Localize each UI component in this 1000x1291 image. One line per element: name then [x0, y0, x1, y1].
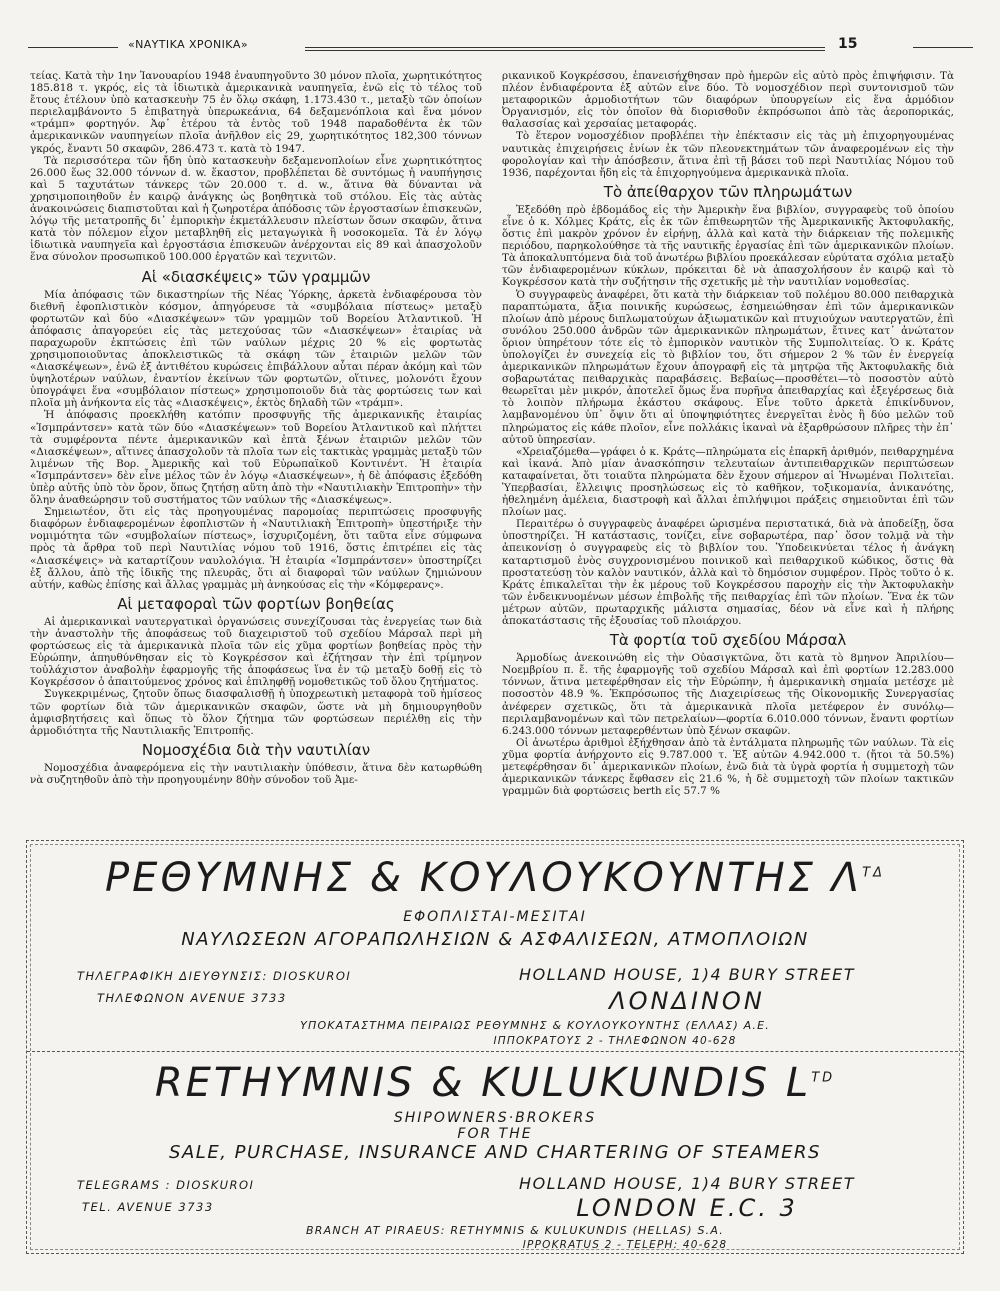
paragraph: Νομοσχέδια ἀναφερόμενα εἰς τὴν ναυτιλιακὴν ὑπόθεσιν, ἅτινα δὲν κατωρθώθη νὰ συζητηθοῦν ἀπὸ τὴν προηγουμένην 80ὴν σύνοδον τοῦ Ἀμε- [30, 761, 482, 786]
running-header [28, 36, 972, 66]
branch-english: BRANCH AT PIRAEUS: RETHYMNIS & KULUKUNDIS (HELLAS) S.A. [306, 1224, 724, 1237]
city-english: LONDON E.C. 3 [576, 1194, 798, 1222]
journal-title: «ΝΑΥΤΙΚΑ ΧΡΟΝΙΚΑ» [128, 38, 248, 51]
telegrams-english: TELEGRAMS : DIOSKUROI [77, 1178, 255, 1192]
paragraph: Ἡ ἀπόφασις προεκλήθη κατόπιν προσφυγῆς τῆς ἀμερικανικῆς ἑταιρίας «Ἰσμπράντσεν» κατὰ τῶν δύο «Διασκέψεων» τοῦ Βορείου Ἀτλαντικοῦ καὶ πλήττει τὰ συμφέροντα πέντε ἀμερικανικῶν καὶ ἑπτὰ ξένων ἑταιριῶν μελῶν τῶν «Διασκέψεων», αἵτινες ἀπασχολοῦν τὰ πλοῖα των εἰς τακτικὰς γραμμὰς μεταξὺ τῶν λιμένων τῆς Βορ. Ἀμερικῆς καὶ τοῦ Εὐρωπαϊκοῦ Κοντινέντ. Ἡ ἑταιρία «Ἰσμπράντσεν» δὲν εἶνε μέλος τῶν ἐν λόγῳ «Διασκέψεων», ἡ δὲ ἀπόφασις ἐξεδόθη ὑπὲρ αὐτῆς ὑπὸ τὸν ὅρον, ὅπως ζητήσῃ αὕτη ἀπὸ τὴν «Ναυτιλιακὴν Ἐπιτροπὴν» τὴν ὅλην ἀναθεώρησιν τοῦ συστήματος τῶν ναύλων τῆς «Διασκέψεως». [30, 409, 482, 507]
advertisement-english [27, 1051, 963, 1254]
firm-name-greek: ΡΕΘΥΜΝΗΣ & ΚΟΥΛΟΥΚΟΥΝΤΗΣ $\Lambda^{T\Delta}$ [105, 855, 885, 901]
paragraph: ρικανικοῦ Κογκρέσσου, ἐπανεισήχθησαν πρὸ ἡμερῶν εἰς αὐτὸ πρὸς ἐπιψήφισιν. Τὰ πλέον ἐνδιαφέροντα ἐξ αὐτῶν εἶνε δύο. Τὸ νομοσχέδιον περὶ συντονισμοῦ τῶν μεταφορικῶν ἁρμοδιοτήτων τῶν διαφόρων ὑπουργείων εἰς ἕνα ἁρμόδιον Ὀργανισμόν, εἰς τὸν ὁποῖον θὰ διορισθοῦν ἐκπρόσωποι ἀπὸ τὰς ἀεροπορικάς, θαλασσίας καὶ χερσαίας μεταφοράς. [502, 70, 954, 131]
header-rule-right [913, 47, 973, 48]
advertisement-box [26, 840, 964, 1254]
business-type-greek: ΕΦΟΠΛΙΣΤΑΙ-ΜΕΣΙΤΑΙ [403, 909, 587, 925]
paragraph: Οἱ ἀνωτέρω ἀριθμοὶ ἐξήχθησαν ἀπὸ τὰ ἐντάλματα πληρωμῆς τῶν ναύλων. Τὰ εἰς χῦμα φορτία ἀνήρχοντο εἰς 9.787.000 τ. Ἐξ αὐτῶν 4.942.000 τ. (ἤτοι τὰ 50.5%) μετεφέρθησαν δι᾽ ἀμερικανικῶν πλοίων, ἐνῶ διὰ τὰ ὑγρὰ φορτία ἡ συμμετοχὴ τῶν ἀμερικανικῶν τάνκερς ἔφθασεν εἰς 21.6 %, ἡ δὲ συμμετοχὴ τῶν πλοίων τακτικῶν γραμμῶν διὰ φορτώσεις berth εἰς 57.7 % [502, 736, 954, 798]
paragraph: Αἱ ἀμερικανικαὶ ναυτεργατικαὶ ὀργανώσεις συνεχίζουσαι τὰς ἐνεργείας των διὰ τὴν ἀναστολὴν τῆς ἀποφάσεως τοῦ διαχειριστοῦ τοῦ σχεδίου Μάρσαλ περὶ μὴ φορτώσεως εἰς τὰ ἀμερικανικὰ πλοῖα τῶν εἰς χῦμα φορτίων βοηθείας πρὸς τὴν Εὐρώπην, ἀπηυθύνθησαν εἰς τὸ Κογκρέσσον καὶ ἐζήτησαν τὴν ἐπὶ τρίμηνον τοὐλάχιστον ἀναβολὴν ἐφαρμογῆς τῆς ἀποφάσεως ἵνα ἐν τῷ μεταξὺ δοθῇ εἰς τὸ Κογκρέσσον ὁ ἀπαιτούμενος χρόνος καὶ ἐπιληφθῇ νομοθετικῶς τοῦ ὅλου ζητήματος. [30, 615, 482, 689]
paragraph: Μία ἀπόφασις τῶν δικαστηρίων τῆς Νέας Ὑόρκης, ἀρκετὰ ἐνδιαφέρουσα τὸν διεθνῆ ἐφοπλιστικὸν κόσμον, ἀπηγόρευσε τὰ «συμβόλαια πίστεως» μεταξὺ φορτωτῶν καὶ δύο «Διασκέψεων» τῶν γραμμῶν τοῦ Βορείου Ἀτλαντικοῦ. Ἡ ἀπόφασις ἀπαγορεύει εἰς τὰς μετεχούσας τῶν «Διασκέψεων» ἑταιρίας νὰ παραχωροῦν ἐκπτώσεις ἐπὶ τῶν ναύλων μέχρις 20 % εἰς φορτωτὰς χρησιμοποιοῦντας ἀποκλειστικῶς τὰ σκάφη τῶν ἑταιριῶν μελῶν τῶν «Διασκέψεων», ἐνῶ ἐξ ἀντιθέτου κυρώσεις ἐπιβάλλουν αὗται πέραν ἀκόμη καὶ τῶν ὑψηλοτέρων ναύλων, ἐναντίον ἐκείνων τῶν φορτωτῶν, οἵτινες, μολονότι ἔχουν ὑπογράψει ἕνα «συμβόλαιον πίστεως» χρησιμοποιοῦν διὰ τὰς φορτώσεις των καὶ πλοῖα μὴ ἀνήκοντα εἰς τὰς «Διασκέψεις», ἐκτὸς δηλαδὴ τῶν «τράμπ». [30, 288, 482, 410]
header-rule-middle [305, 47, 825, 48]
page-number: 15 [838, 36, 858, 52]
article-column-left [30, 70, 482, 830]
paragraph: Ὁ συγγραφεὺς ἀναφέρει, ὅτι κατὰ τὴν διάρκειαν τοῦ πολέμου 80.000 πειθαρχικὰ παραπτώματα, ἄξια ποινικῆς κυρώσεως, ἐσημειώθησαν ἐπὶ τῶν ἀμερικανικῶν πλοίων ἀπὸ μέρους διπλωματούχων ἀξιωματικῶν καὶ πτυχιούχων ναυτεργατῶν, ἐπὶ συνόλου 250.000 ἀνδρῶν τῶν ἀμερικανικῶν πληρωμάτων, ἔτινες κατ᾽ ἀνώτατον ὅριον ὑπηρέτουν τότε εἰς τὸ ἐμπορικὸν ναυτικὸν τῆς Συμπολιτείας. Ὁ κ. Κράτς ὑπολογίζει ἐν συνεχείᾳ εἰς τὸ βιβλίον του, ὅτι σήμερον 2 % τῶν ἐν ἐνεργείᾳ ἀμερικανικῶν πληρωμάτων ἔχουν ἀπογραφῆ εἰς τὰ μητρῷα τῆς Ἀκτοφυλακῆς διὰ σοβαρωτάτας πειθαρχικὰς παραβάσεις. Βεβαίως—προσθέτει—τὸ ποσοστὸν αὐτὸ θεωρεῖται μὲν μικρόν, ἀποτελεῖ ὅμως ἕνα πυρῆνα ἀπειθαρχίας καὶ ἐξεγέρσεως διὰ τὸ λοιπὸν πλήρωμα ἑκάστου σκάφους. Εἶνε τοῦτο ἀρκετὰ ἐπικίνδυνον, λαμβανομένου ὑπ᾽ ὄψιν ὅτι αἱ ὑποψηφιότητες ἐνεργεῖται ἑνὸς ἢ δύο μελῶν τοῦ πληρώματος εἰς κάθε πλοῖον, εἶνε πολλάκις ἱκαναὶ νὰ ἐξαρθρώσουν πλῆρες τὴν ἐπ᾽ αὐτοῦ ὑπηρεσίαν. [502, 288, 954, 446]
advertisement-greek [27, 841, 963, 1051]
address-english: HOLLAND HOUSE, 1)4 BURY STREET [519, 1174, 855, 1193]
section-heading: Νομοσχέδια διὰ τὴν ναυτιλίαν [141, 740, 371, 759]
services-english: SALE, PURCHASE, INSURANCE AND CHARTERING OF STEAMERS [169, 1142, 821, 1163]
paragraph: Περαιτέρω ὁ συγγραφεὺς ἀναφέρει ὡρισμένα περιστατικά, διὰ νὰ ἀποδείξῃ, ὅσα ὑποστηρίζει. Ἡ κατάστασις, τονίζει, εἶνε σοβαρωτέρα, παρ᾽ ὅσον τολμᾷ νὰ τὴν ἀπεικονίσῃ ὁ συγγραφεὺς εἰς τὸ βιβλίον του. Ὑποδεικνύεται τέλος ἡ ἀνάγκη καταρτισμοῦ ἑνὸς συγχρονισμένου ποινικοῦ καὶ πειθαρχικοῦ κώδικος, ὅστις θὰ προστατεύσῃ τὸν καλὸν ναυτικόν, ἀλλὰ καὶ τὸ δημόσιον συμφέρον. Πρὸς τοῦτο ὁ κ. Κράτς ἐπικαλεῖται τὴν ἐκ μέρους τοῦ Κογκρέσσου παροχὴν εἰς τὴν Ἀκτοφυλακὴν τῶν ἐνδεικνυομένων μέσων ἐπιβολῆς τῆς πειθαρχίας ἐπὶ τῶν πλοίων. Ἕνα ἐκ τῶν μέτρων αὐτῶν, πρωταρχικῆς μάλιστα σημασίας, δέον νὰ εἶνε καὶ ἡ πλήρης ἀποκατάστασις τῆς ἐξουσίας τοῦ πλοιάρχου. [502, 518, 954, 628]
phone-greek: ΤΗΛΕΦΩΝΟΝ AVENUE 3733 [97, 991, 287, 1005]
paragraph: Ἐξεδόθη πρὸ ἑβδομάδος εἰς τὴν Ἀμερικὴν ἕνα βιβλίον, συγγραφεὺς τοῦ ὁποίου εἶνε ὁ κ. Χόλμες Κράτς, εἷς ἐκ τῶν ἐπιθεωρητῶν τῆς Ἀμερικανικῆς Ἀκτοφυλακῆς, ὅστις ἐπὶ μακρὸν χρόνον ἐν εἰρήνῃ, ἀλλὰ καὶ κατὰ τὴν διάρκειαν τῆς πολεμικῆς περιόδου, παρηκολούθησε τὰ τῆς ναυτικῆς ἐργασίας ἐπὶ τῶν ἀμερικανικῶν πλοίων. Τὰ ἀποκαλυπτόμενα διὰ τοῦ ἀνωτέρω βιβλίου προεκάλεσαν εὐρύτατα σχόλια μεταξὺ τῶν ἐνδιαφερομένων κύκλων, πρόκειται δὲ νὰ ἀπασχολήσουν ἐν καιρῷ καὶ τὸ Κογκρέσσον κατὰ τὴν συζήτησιν τῆς σχετικῆς μὲ τὴν ναυτιλίαν νομοθεσίας. [502, 203, 954, 289]
phone-english: TEL. AVENUE 3733 [82, 1200, 214, 1214]
paragraph: Ἁρμοδίως ἀνεκοινώθη εἰς τὴν Οὐασιγκτῶνα, ὅτι κατὰ τὸ 8μηνον Ἀπριλίου—Νοεμβρίου π. ἔ. τῆς ἐφαρμογῆς τοῦ σχεδίου Μάρσαλ καὶ ἐπὶ φορτίων 12.283.000 τόννων, ἅτινα μετεφέρθησαν εἰς τὴν Εὐρώπην, ἡ ἀμερικανικὴ σημαία μετέσχε μὲ ποσοστὸν 48.9 %. Ἐκπρόσωπος τῆς Διαχειρίσεως τῆς Οἰκονομικῆς Συνεργασίας ἀνέφερεν σχετικῶς, ὅτι τὰ ἀμερικανικὰ πλοῖα μετέφερον ἐν συνόλῳ—περιλαμβανομένων καὶ τῶν πετρελαίων—φορτία 6.010.000 τόννων, ἔναντι φορτίων 6.243.000 τόννων μεταφερθέντων ὑπὸ ξένων σκαφῶν. [502, 652, 954, 737]
section-heading: Τὰ φορτία τοῦ σχεδίου Μάρσαλ [609, 631, 847, 650]
paragraph: «Χρειαζόμεθα—γράφει ὁ κ. Κράτς—πληρώματα εἰς ἐπαρκῆ ἀριθμόν, πειθαρχημένα καὶ ἱκανά. Ἀπὸ μίαν ἀνασκόπησιν τελευταίων ἀντιπειθαρχικῶν περιπτώσεων καταφαίνεται, ὅτι τοιαῦτα πληρώματα δὲν ἔχουν σήμερον αἱ Ἡνωμέναι Πολιτεῖαι. Ὑπερβασίαι, ἔλλειψις προσηλώσεως εἰς τὸ καθῆκον, τοξικομανία, ἀνικανότης, ἠθελημένη ἀμέλεια, διαστροφὴ καὶ ἄλλαι ἐπιλήψιμοι πράξεις σημειοῦνται ἐπὶ τῶν πλοίων μας. [502, 445, 954, 519]
paragraph: Τὸ ἕτερον νομοσχέδιον προβλέπει τὴν ἐπέκτασιν εἰς τὰς μὴ ἐπιχορηγουμένας ναυτικὰς ἐπιχειρήσεις ἐνίων ἐκ τῶν πλεονεκτημάτων τῶν ἀναφερομένων εἰς τὴν φορολογίαν καὶ τὴν ἀπόσβεσιν, ἅτινα ἐπὶ τῇ βάσει τοῦ περὶ Ναυτιλίας Νόμου τοῦ 1936, παρέχονται ἤδη εἰς τὰ ἐπιχορηγούμενα ἀμερικανικὰ πλοῖα. [502, 130, 954, 179]
header-rule-middle-2 [305, 50, 825, 51]
paragraph: Συγκεκριμένως, ζητοῦν ὅπως διασφαλισθῇ ἡ ὑποχρεωτικὴ μεταφορὰ τοῦ ἡμίσεος τῶν φορτίων διὰ τῶν ἀμερικανικῶν σκαφῶν, ὥστε νὰ μὴ δημιουργηθοῦν ἀμφισβητήσεις καὶ ὅπως τὸ ὅλον ζήτημα τῶν φορτώσεων περιέλθῃ εἰς τὴν ἁρμοδιότητα τῆς Ναυτιλιακῆς Ἐπιτροπῆς. [30, 688, 482, 737]
telegraph-address-greek: ΤΗΛΕΓΡΑΦΙΚΗ ΔΙΕΥΘΥΝΣΙΣ: DIOSKUROI [77, 969, 352, 983]
business-type-english: SHIPOWNERS·BROKERS [393, 1110, 597, 1126]
section-heading: Τὸ ἀπείθαρχον τῶν πληρωμάτων [603, 182, 853, 201]
firm-name-english: RETHYMNIS & KULUKUNDIS $L^{TD}$ [154, 1060, 836, 1106]
address-greek: HOLLAND HOUSE, 1)4 BURY STREET [519, 965, 855, 984]
section-heading: Αἱ μεταφοραὶ τῶν φορτίων βοηθείας [117, 594, 395, 613]
branch-address-english: IPPOKRATUS 2 - TELEPH: 40-628 [522, 1239, 728, 1251]
paragraph: Σημειωτέον, ὅτι εἰς τὰς προηγουμένας παρομοίας περιπτώσεις προσφυγῆς διαφόρων ἐνδιαφερομένων ἐφοπλιστῶν ἡ «Ναυτιλιακὴ Ἐπιτροπὴ» ὑπεστήριξε τὴν νομιμότητα τῶν «συμβολαίων πίστεως», ἰσχυριζομένη, ὅτι ταῦτα εἶνε σύμφωνα πρὸς τὰ ἄρθρα τοῦ περὶ Ναυτιλίας νόμου τοῦ 1916, ὅστις ἐπιτρέπει εἰς τὰς «Διασκέψεις» νὰ καταρτίζουν ναυλολόγια. Ἡ ἑταιρία «Ἰσμπράντσεν» ὑποστηρίζει ἐξ ἄλλου, ἀπὸ τῆς ἰδικῆς της πλευρᾶς, ὅτι αἱ διαφοραὶ τῶν ναύλων ζημιώνουν αὐτήν, καθὼς ἐπίσης καὶ ἄλλας γραμμὰς μὴ ἀνηκούσας εἰς τὴν «Κόμφερανς». [30, 506, 482, 591]
branch-greek: ΥΠΟΚΑΤΑΣΤΗΜΑ ΠΕΙΡΑΙΩΣ ΡΕΘΥΜΝΗΣ & ΚΟΥΛΟΥΚΟΥΝΤΗΣ (ΕΛΛΑΣ) Α.Ε. [300, 1019, 770, 1032]
services-greek: ΝΑΥΛΩΣΕΩΝ ΑΓΟΡΑΠΩΛΗΣΙΩΝ & ΑΣΦΑΛΙΣΕΩΝ, ΑΤΜΟΠΛΟΙΩΝ [181, 929, 809, 950]
header-rule-left [28, 47, 118, 48]
section-heading: Αἱ «διασκέψεις» τῶν γραμμῶν [141, 267, 371, 286]
for-the-label: FOR THE [457, 1126, 533, 1142]
paragraph: Τὰ περισσότερα τῶν ἤδη ὑπὸ κατασκευὴν δεξαμενοπλοίων εἶνε χωρητικότητος 26.000 ἕως 32.000 τόννων d. w. ἕκαστον, προβλέπεται δὲ συντόμως ἡ ναυπήγησις καὶ 5 ταχυτάτων τάνκερς τῶν 20.000 τ. d. w., ἅτινα θὰ δύνανται νὰ χρησιμοποιηθοῦν ἐν καιρῷ ἀνάγκης ὡς βοηθητικὰ τοῦ στόλου. Εἰς τὰς αὐτὰς ἀνακοινώσεις διαπιστοῦται καὶ ἡ ζωηροτέρα ἀπόδοσις τῶν ἐργοστασίων ἐπισκευῶν, λόγῳ τῆς μετατροπῆς δι᾽ ἐμπορικὴν ἐκμετάλλευσιν πλείστων ὅσων σκαφῶν, ἅτινα κατὰ τὸν πόλεμον εἶχον μεταβληθῆ εἰς μεταγωγικὰ ἢ νοσοκομεῖα. Τὰ ἐν λόγῳ ἰδιωτικὰ ναυπηγεῖα καὶ ἐργοστάσια ἐπισκευῶν ἀνέρχονται εἰς 89 καὶ ἀπασχολοῦν ἕνα σύνολον προσωπικοῦ 100.000 ἐργατῶν καὶ τεχνιτῶν. [30, 154, 482, 264]
paragraph: τείας. Κατὰ τὴν 1ην Ἰανουαρίου 1948 ἐναυπηγοῦντο 30 μόνον πλοῖα, χωρητικότητος 185.818 τ. γκρός, εἰς τὰ ἰδιωτικὰ ἀμερικανικὰ ναυπηγεῖα, ἐνῶ εἰς τὸ τέλος τοῦ ἔτους ἐτέλουν ὑπὸ κατασκευὴν 75 ἐν ὅλῳ σκάφη, 1.173.430 τ., μεταξὺ τῶν ὁποίων περιελαμβάνοντο 5 ἐπιβατηγὰ ὑπερωκεάνια, 64 δεξαμενόπλοια καὶ ἕνα μόνον «τράμπ» φορτηγόν. Ἀφ᾽ ἑτέρου τὰ ἐντὸς τοῦ 1948 παραδοθέντα ἐκ τῶν ἀμερικανικῶν ναυπηγείων πλοῖα ἀνῆλθον εἰς 29, χωρητικότητος 182,300 τόννων γκρός, ἔναντι 50 σκαφῶν, 286.473 τ. κατὰ τὸ 1947. [30, 70, 482, 155]
branch-address-greek: ΙΠΠΟΚΡΑΤΟΥΣ 2 - ΤΗΛΕΦΩΝΟΝ 40-628 [493, 1035, 737, 1047]
city-greek: ΛΟΝΔΙΝΟΝ [609, 987, 765, 1015]
article-column-right [502, 70, 954, 830]
